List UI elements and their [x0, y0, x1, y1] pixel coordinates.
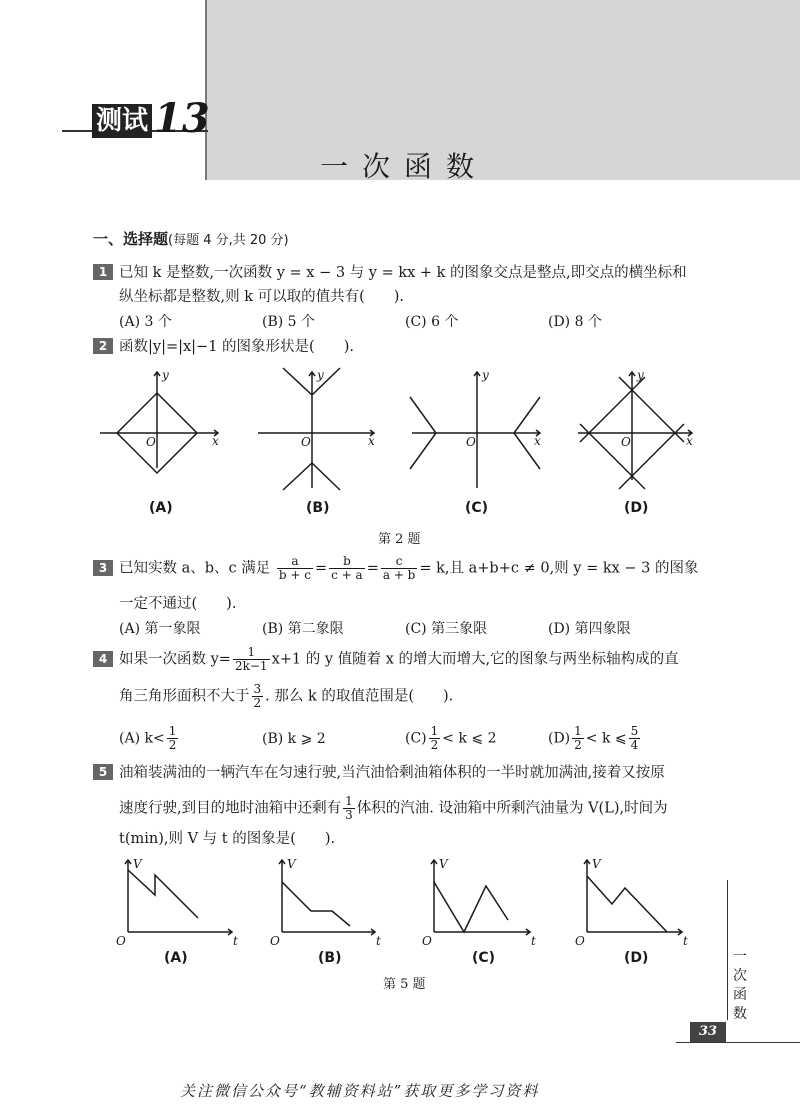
q3-frac3-den: a + b — [382, 568, 416, 582]
q4-pre: 如果一次函数 y= — [119, 651, 231, 668]
q4-frac-num: 1 — [233, 646, 270, 660]
q3-number: 3 — [93, 560, 113, 576]
q3-option-c: (C) 第三象限 — [405, 621, 488, 637]
q1-number: 1 — [93, 264, 113, 280]
q4-line2-pre: 角三角形面积不大于 — [119, 688, 250, 705]
q4-option-a-pre: (A) k< — [119, 730, 165, 747]
q5-caption: 第 5 题 — [383, 977, 426, 992]
q3-post: = k,且 a+b+c ≠ 0,则 y = kx − 3 的图象 — [419, 560, 699, 577]
q2-a-axis-y: y — [162, 368, 169, 382]
q5-line2-post: 体积的汽油. 设油箱中所剩汽油量为 V(L),时间为 — [356, 800, 668, 817]
section-note: (每题 4 分,共 20 分) — [168, 233, 289, 248]
q5-d-origin: O — [575, 934, 585, 948]
q5-c-origin: O — [422, 934, 432, 948]
q5-a-axis-t: t — [233, 934, 238, 948]
q2-graphs — [0, 360, 800, 520]
q5-b-axis-t: t — [376, 934, 381, 948]
q4-option-d-den2: 4 — [630, 738, 639, 752]
q1-option-b: (B) 5 个 — [262, 314, 316, 330]
q5-line1 — [93, 762, 665, 784]
page-number: 33 — [690, 1022, 726, 1042]
q2-graph-a — [100, 372, 218, 473]
q3-option-b: (B) 第二象限 — [262, 621, 344, 637]
q2-graph-d — [578, 372, 692, 489]
q3-option-d: (D) 第四象限 — [548, 621, 631, 637]
q2-line — [93, 336, 354, 358]
q4-option-c-den: 2 — [430, 738, 439, 752]
q2-caption: 第 2 题 — [378, 532, 421, 547]
q3-frac3 — [381, 555, 418, 582]
q2-label-b: (B) — [306, 500, 330, 516]
q4-option-d-frac2 — [629, 725, 641, 752]
q2-graph-b — [258, 368, 374, 490]
q5-graph-d — [584, 860, 682, 935]
q3-frac3-num: c — [381, 555, 418, 569]
q2-text: 函数|y|=|x|−1 的图象形状是( ). — [119, 339, 354, 355]
q4-frac2-den: 2 — [253, 696, 262, 710]
q4-option-a-num: 1 — [168, 724, 177, 738]
q3-text-line2: 一定不通过( ). — [119, 596, 237, 612]
q3-frac2-den: c + a — [331, 568, 363, 582]
q5-c-axis-t: t — [531, 934, 536, 948]
q5-graphs — [0, 850, 730, 950]
q4-frac — [233, 646, 270, 673]
q1-option-a: (A) 3 个 — [119, 314, 172, 330]
q5-b-axis-v: V — [287, 857, 296, 871]
q1-text-line1: 已知 k 是整数,一次函数 y = x − 3 与 y = kx + k 的图象交点是整点,即交点的横坐标和 — [119, 265, 687, 281]
q4-option-c-pre: (C) — [405, 730, 427, 747]
q5-a-origin: O — [116, 934, 126, 948]
q4-option-d-den1: 2 — [574, 738, 582, 752]
section-title: 一、选择题 — [93, 230, 169, 248]
q2-number: 2 — [93, 338, 113, 354]
q4-option-d — [548, 725, 642, 752]
q5-graph-a — [125, 860, 232, 935]
q4-post: x+1 的 y 值随着 x 的增大而增大,它的图象与两坐标轴构成的直 — [271, 651, 679, 668]
q5-d-axis-t: t — [683, 934, 688, 948]
q2-c-origin: O — [466, 435, 476, 449]
q3-pre: 已知实数 a、b、c 满足 — [119, 560, 271, 577]
q5-b-origin: O — [270, 934, 280, 948]
q2-c-axis-x: x — [534, 434, 541, 448]
q5-number: 5 — [93, 764, 113, 780]
q4-line2 — [119, 683, 453, 710]
q5-frac-den: 3 — [345, 808, 353, 822]
footer-note: 关注微信公众号“教辅资料站”获取更多学习资料 — [180, 1082, 540, 1100]
q4-option-c — [405, 725, 496, 752]
section-heading — [93, 228, 289, 249]
test-number: 13 — [154, 95, 210, 142]
q5-line2-pre: 速度行驶,到目的地时油箱中还剩有 — [119, 800, 342, 817]
q5-frac — [343, 795, 355, 822]
q5-a-axis-v: V — [133, 857, 142, 871]
q4-option-c-post: < k ⩽ 2 — [442, 730, 497, 747]
q3-frac2-num: b — [329, 555, 365, 569]
q5-graph-c — [431, 860, 530, 935]
q2-c-axis-y: y — [482, 368, 489, 382]
q4-frac2-num: 3 — [253, 682, 262, 696]
chapter-title: 一次函数 — [320, 150, 489, 183]
q1-option-c: (C) 6 个 — [405, 314, 459, 330]
q5-graph-b — [279, 860, 375, 935]
q2-b-axis-y: y — [317, 368, 324, 382]
header-band — [205, 0, 800, 180]
q2-d-origin: O — [621, 435, 631, 449]
q5-label-c: (C) — [472, 950, 496, 966]
q5-c-axis-v: V — [439, 857, 448, 871]
q4-option-a-frac — [167, 725, 179, 752]
q3-option-a: (A) 第一象限 — [119, 621, 201, 637]
q2-b-origin: O — [301, 435, 311, 449]
q2-graph-c — [410, 372, 540, 488]
q3-frac1-num: a — [277, 555, 313, 569]
q3-frac2 — [329, 555, 365, 582]
q2-d-axis-x: x — [686, 434, 693, 448]
q4-frac2 — [252, 683, 264, 710]
q5-label-b: (B) — [318, 950, 342, 966]
q4-line1 — [93, 646, 679, 673]
test-word: 测试 — [92, 104, 152, 138]
q4-option-d-pre: (D) — [548, 730, 571, 747]
q5-line2 — [119, 795, 668, 822]
q4-option-a-den: 2 — [168, 738, 177, 752]
q1-option-d: (D) 8 个 — [548, 314, 602, 330]
q2-label-c: (C) — [465, 500, 489, 516]
q2-label-d: (D) — [624, 500, 649, 516]
q5-label-a: (A) — [164, 950, 188, 966]
q1-text-line2: 纵坐标都是整数,则 k 可以取的值共有( ). — [119, 289, 405, 305]
q4-option-a — [119, 725, 180, 752]
q2-a-origin: O — [146, 435, 156, 449]
side-rule — [727, 880, 728, 1020]
q2-label-a: (A) — [149, 500, 173, 516]
q5-text-line1: 油箱装满油的一辆汽车在匀速行驶,当汽油恰剩油箱体积的一半时就加满油,接着又按原 — [119, 765, 665, 781]
q3-frac1-den: b + c — [278, 568, 311, 582]
q3-frac1 — [277, 555, 313, 582]
q2-b-axis-x: x — [368, 434, 375, 448]
q4-option-c-frac — [429, 725, 441, 752]
q1-line1 — [93, 262, 687, 284]
q4-option-d-mid: < k ⩽ — [585, 730, 627, 747]
test-badge — [92, 95, 210, 142]
q5-text-line3: t(min),则 V 与 t 的图象是( ). — [119, 831, 336, 847]
q5-frac-num: 1 — [345, 794, 353, 808]
page-rule — [676, 1042, 800, 1043]
q5-d-axis-v: V — [592, 857, 601, 871]
q4-line2-post: . 那么 k 的取值范围是( ). — [265, 688, 454, 705]
q4-option-d-num2: 5 — [630, 724, 639, 738]
q4-frac-den: 2k−1 — [234, 659, 268, 673]
side-chapter-label: 一次函数 — [733, 949, 747, 1022]
q4-option-d-frac1 — [572, 725, 584, 752]
q2-d-axis-y: y — [637, 368, 644, 382]
q3-line1: 3 已知实数 a、b、c 满足 $\frac{a}{b + c}$ = $\frac{b}{c + a}$ = $\frac{c}{a + b}$ = k,且 a+b+c ≠ 0,则 y = kx − 3 的图象 — [93, 555, 699, 582]
q4-number: 4 — [93, 651, 113, 667]
q4-option-c-num: 1 — [430, 724, 439, 738]
q2-a-axis-x: x — [212, 434, 219, 448]
q4-option-b: (B) k ⩾ 2 — [262, 731, 326, 747]
q4-option-d-num1: 1 — [574, 724, 582, 738]
q5-label-d: (D) — [624, 950, 649, 966]
